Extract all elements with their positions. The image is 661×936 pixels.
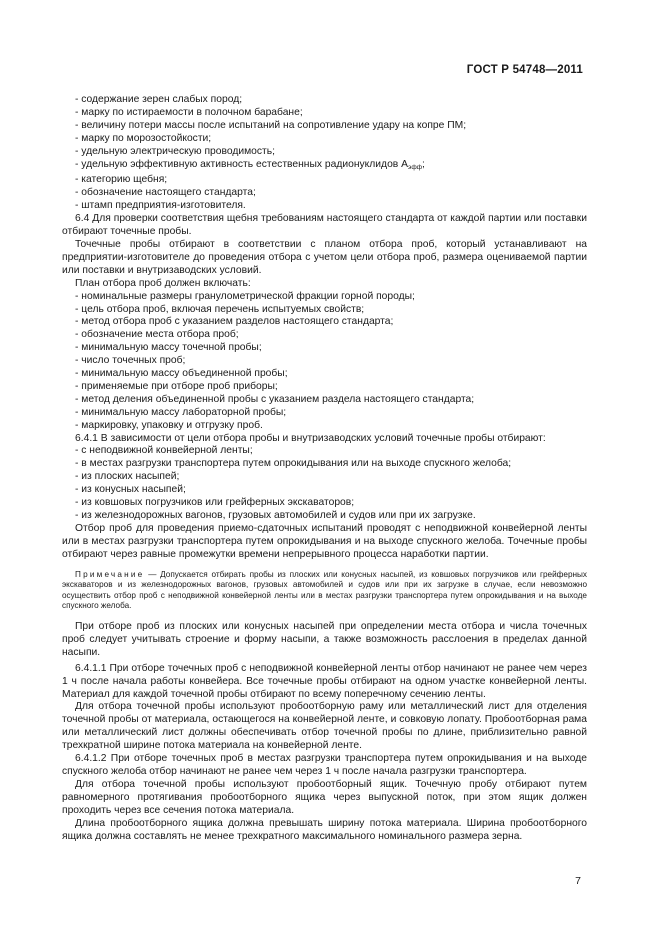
paragraph-plan: Точечные пробы отбирают в соответствии с планом отбора проб, который устанавливают на предприятии-изготовителе до проведения отбора с учетом цели отбора проб, размера оцениваемой партии или поставки и внутризаводских условий. <box>62 238 587 276</box>
list-item: - из конусных насыпей; <box>75 484 186 496</box>
note-text: — Допускается отбирать пробы из плоских или конусных насыпей, из ковшовых погрузчиков или грейферных экскаваторов и из железнодорожных вагонов, грузовых автомобилей и судов или при их загрузке в случае, если невозможно осуществить отбор проб с неподвижной конвейерной ленты или в местах разгрузки транспортера путем опрокидывания и на выходе спускного желоба. <box>62 569 587 611</box>
list-item: - обозначение настоящего стандарта; <box>75 187 256 199</box>
list-item: - минимальную массу точечной пробы; <box>75 342 262 354</box>
list-item: - марку по истираемости в полочном барабане; <box>75 106 303 118</box>
paragraph-frame: Для отбора точечной пробы используют пробоотборную раму или металлический лист для отделения точечной пробы от материала, остающегося на конвейерной ленте, и совковую лопату. Пробоотборная рама или металлический лист должны обеспечивать отбор точечной пробы по длине, приблизительно равной трехкратной ширине потока материала на конвейерной ленте. <box>62 701 587 752</box>
activity-text: - удельную эффективную активность естественных радионуклидов А <box>75 158 408 170</box>
list-item: - марку по морозостойкости; <box>75 132 212 144</box>
list-item: - минимальную массу лабораторной пробы; <box>75 406 287 418</box>
list-item: - категорию щебня; <box>75 174 168 186</box>
standard-header: ГОСТ Р 54748—2011 <box>466 64 583 76</box>
note-block <box>62 570 587 612</box>
paragraph-6-4: 6.4 Для проверки соответствия щебня требованиям настоящего стандарта от каждой партии или поставки отбирают точечные пробы. <box>62 213 587 238</box>
list-item: - применяемые при отборе проб приборы; <box>75 380 278 392</box>
list-item: - содержание зерен слабых пород; <box>75 94 243 105</box>
paragraph-6-4-1-2: 6.4.1.2 При отборе точечных проб в местах разгрузки транспортера путем опрокидывания и на выходе спускного желоба отбор начинают не ранее чем через 1 ч после начала разгрузки транспортера. <box>62 753 587 777</box>
list-item: - число точечных проб; <box>75 355 186 367</box>
list-item: - маркировку, упаковку и отгрузку проб. <box>75 419 263 431</box>
list-item: - удельную электрическую проводимость; <box>75 145 275 157</box>
paragraph-6-4-1: 6.4.1 В зависимости от цели отбора пробы и внутризаводских условий точечные пробы отбирают: <box>75 432 546 444</box>
paragraph-acceptance: Отбор проб для проведения приемо-сдаточных испытаний проводят с неподвижной конвейерной ленты или в местах разгрузки транспортера путем опрокидывания и на выходе спускного желоба. Точечные пробы отбирают через равные промежутки времени непрерывного процесса наработки партии. <box>62 522 587 560</box>
list-item: - величину потери массы после испытаний на сопротивление удару на копре ПМ; <box>75 119 467 131</box>
note-label: Примечание <box>75 569 145 579</box>
list-item: - штамп предприятия-изготовителя. <box>75 200 246 212</box>
list-item-activity <box>62 159 587 175</box>
list-item: - в местах разгрузки транспортера путем опрокидывания или на выходе спускного желоба; <box>75 458 512 470</box>
paragraph-6-4-1-1: 6.4.1.1 При отборе точечных проб с неподвижной конвейерной ленты отбор начинают не ранее чем через 1 ч после начала работы конвейера. Все точечные пробы отбирают на одном участке конвейерной ленты. Материал для каждой точечной пробы отбирают по всему поперечному сечению ленты. <box>62 662 587 700</box>
list-item: - из железнодорожных вагонов, грузовых автомобилей и судов или при их загрузке. <box>75 510 476 521</box>
list-item: - минимальную массу объединенной пробы; <box>75 368 288 380</box>
list-item: - обозначение места отбора проб; <box>75 329 239 341</box>
paragraph-box: Для отбора точечной пробы используют пробоотборный ящик. Точечную пробу отбирают путем равномерного протягивания пробоотборного ящика через выпускной поток, при этом ящик должен проходить через все сечения потока материала. <box>62 778 587 816</box>
document-body <box>62 94 587 843</box>
list-item: - номинальные размеры гранулометрической фракции горной породы; <box>75 290 415 302</box>
list-item: - метод отбора проб с указанием разделов настоящего стандарта; <box>75 316 394 328</box>
list-item: - из плоских насыпей; <box>75 471 180 483</box>
list-item: - метод деления объединенной пробы с указанием раздела настоящего стандарта; <box>75 393 475 405</box>
list-item: - цель отбора проб, включая перечень испытуемых свойств; <box>75 303 365 315</box>
page-number: 7 <box>575 875 581 887</box>
activity-subscript: эфф <box>408 163 423 171</box>
paragraph-box-length: Длина пробоотборного ящика должна превышать ширину потока материала. Ширина пробоотборного ящика должна составлять не менее трехкратного максимального номинального размера зерна. <box>62 817 587 842</box>
activity-end: ; <box>422 158 425 170</box>
list-item: - из ковшовых погрузчиков или грейферных экскаваторов; <box>75 497 355 509</box>
plan-intro: План отбора проб должен включать: <box>75 277 251 289</box>
list-item: - с неподвижной конвейерной ленты; <box>75 445 253 457</box>
paragraph-heaps: При отборе проб из плоских или конусных насыпей при определении места отбора и числа точечных проб следует учитывать строение и форму насыпи, а также возможность расслоения в пределах данной насыпи. <box>62 621 587 658</box>
